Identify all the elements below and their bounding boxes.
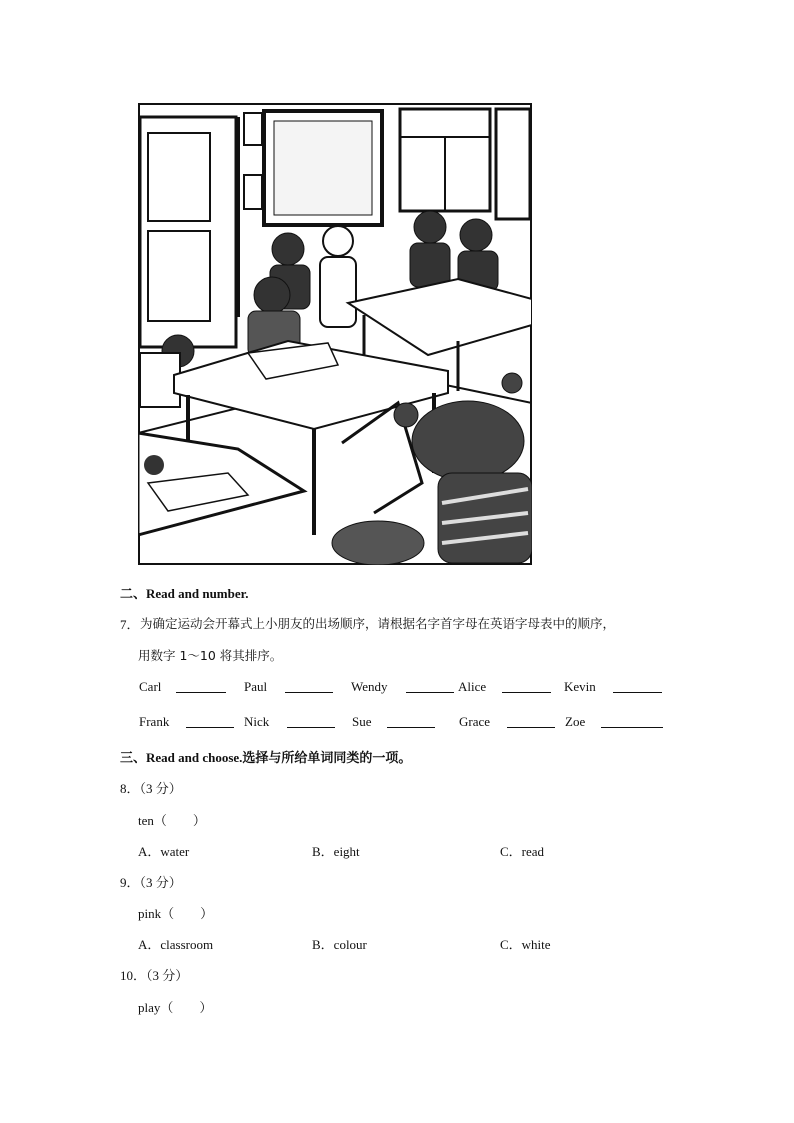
answer-blank-grace[interactable]	[507, 715, 555, 728]
question-9-stem: pink（ ）	[138, 906, 214, 921]
question-10-stem: play（ ）	[138, 1000, 213, 1015]
answer-blank-carl[interactable]	[176, 680, 226, 693]
name-wendy: Wendy	[351, 679, 388, 694]
name-alice: Alice	[458, 679, 487, 694]
question-8-number: 8．（3 分）	[120, 781, 182, 796]
name-paul: Paul	[244, 679, 268, 694]
question-9-option-b[interactable]: B．colour	[312, 937, 367, 952]
question-7-number: 7．	[120, 617, 140, 632]
question-7-text-line2: 用数字 1～10 将其排序。	[138, 648, 283, 663]
question-9-number: 9．（3 分）	[120, 875, 182, 890]
name-frank: Frank	[139, 714, 170, 729]
classroom-illustration	[138, 103, 532, 565]
question-8-option-c[interactable]: C．read	[500, 844, 545, 859]
name-nick: Nick	[244, 714, 270, 729]
answer-blank-frank[interactable]	[186, 715, 234, 728]
answer-blank-alice[interactable]	[502, 680, 551, 693]
answer-blank-paul[interactable]	[285, 680, 333, 693]
window	[400, 109, 530, 219]
answer-blank-wendy[interactable]	[406, 680, 454, 693]
name-sue: Sue	[352, 714, 372, 729]
name-zoe: Zoe	[565, 714, 586, 729]
question-7-text-line1: 为确定运动会开幕式上小朋友的出场顺序，请根据名字首字母在英语字母表中的顺序，	[140, 616, 616, 631]
answer-blank-zoe[interactable]	[601, 715, 663, 728]
question-8-option-b[interactable]: B．eight	[312, 844, 360, 859]
name-kevin: Kevin	[564, 679, 596, 694]
question-9-option-a[interactable]: A．classroom	[138, 937, 214, 952]
answer-blank-nick[interactable]	[287, 715, 335, 728]
answer-blank-sue[interactable]	[387, 715, 435, 728]
name-grace: Grace	[459, 714, 491, 729]
question-10-number: 10．（3 分）	[120, 968, 189, 983]
section-2-title: 二、Read and number.	[120, 586, 249, 601]
question-8-stem: ten（ ）	[138, 813, 206, 828]
question-9-option-c[interactable]: C．white	[500, 937, 551, 952]
question-8-option-a[interactable]: A．water	[138, 844, 190, 859]
section-3-title: 三、Read and choose.选择与所给单词同类的一项。	[120, 750, 412, 765]
blackboard	[264, 111, 382, 225]
answer-blank-kevin[interactable]	[613, 680, 662, 693]
door	[140, 117, 238, 347]
name-carl: Carl	[139, 679, 162, 694]
